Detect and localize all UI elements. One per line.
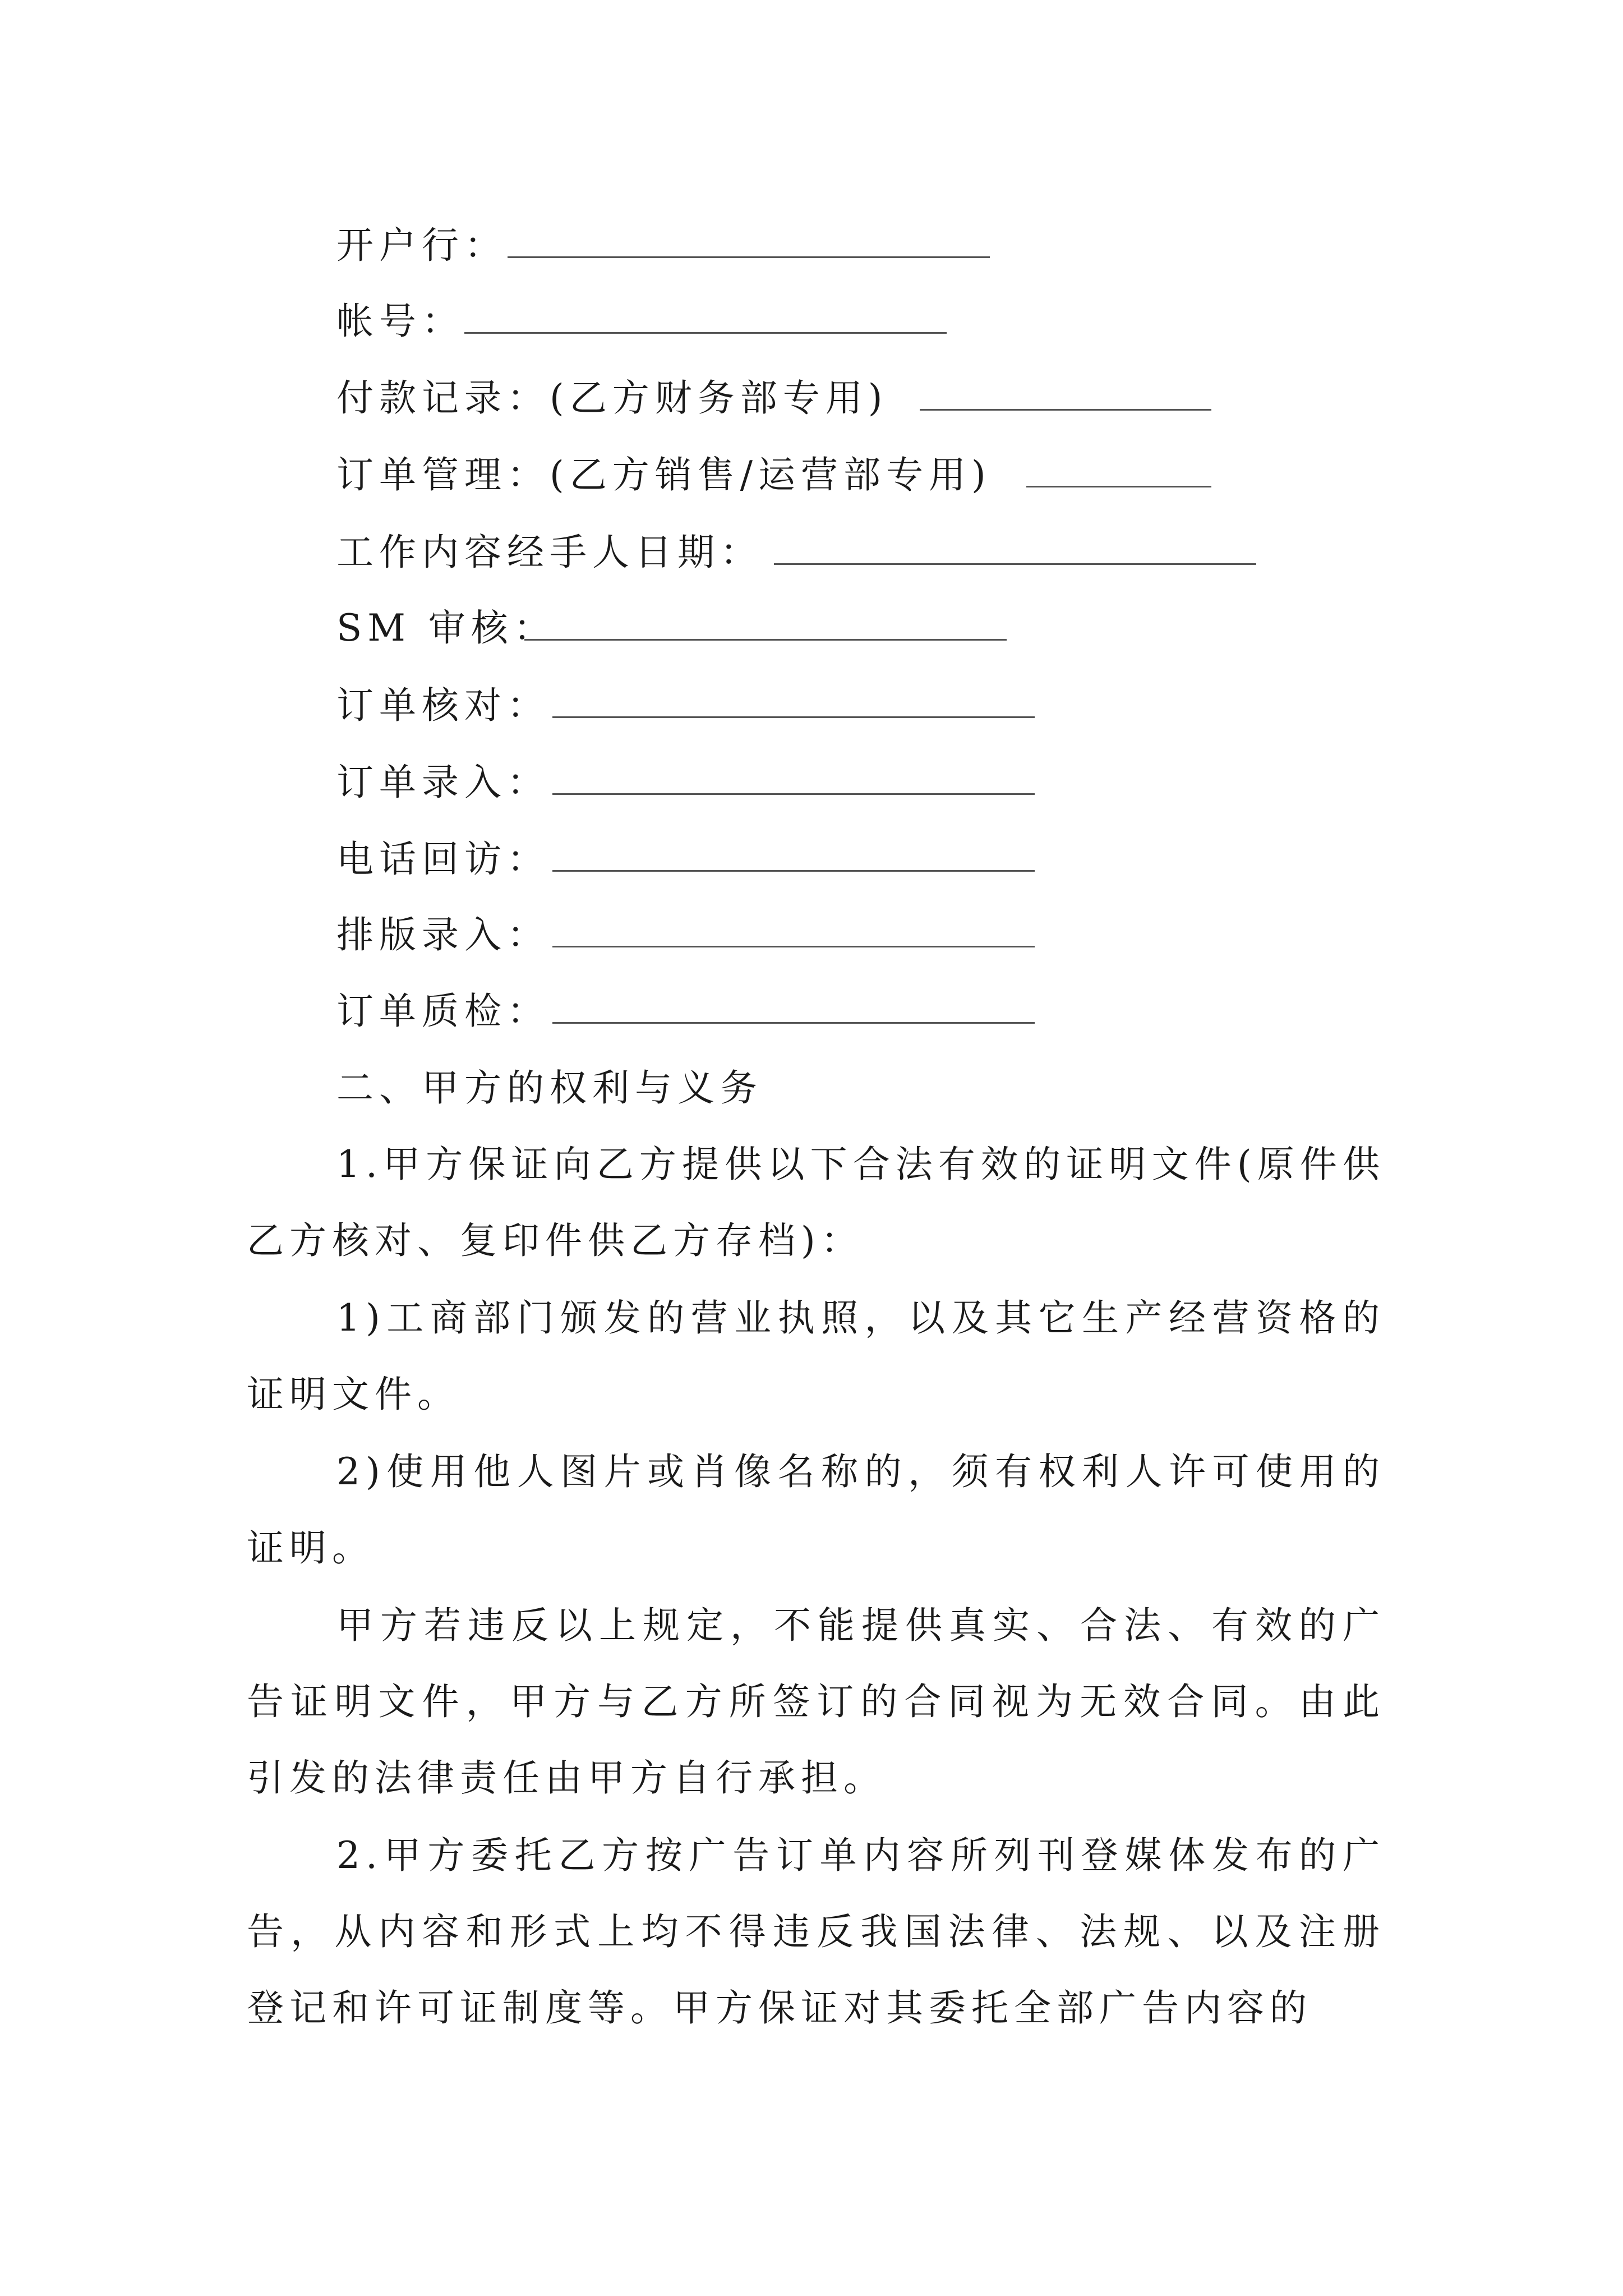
blank-line-account[interactable]: [464, 332, 947, 334]
field-order-check: [0, 680, 1623, 731]
blank-line-layout-entry[interactable]: [552, 946, 1035, 947]
field-label-order-qc: 订单质检：: [336, 990, 550, 1033]
paragraph-2: 1)工商部门颁发的营业执照，以及其它生产经营资格的证明文件。: [247, 1296, 1385, 1416]
blank-line-order-qc[interactable]: [552, 1022, 1035, 1024]
field-label-layout-entry: 排版录入：: [336, 913, 550, 956]
field-account: [0, 296, 1623, 347]
blank-line-order-management[interactable]: [1026, 486, 1211, 487]
section-heading: 二、甲方的权利与义务: [336, 1066, 763, 1110]
field-order-management: [0, 450, 1623, 500]
field-bank: [0, 220, 1623, 271]
field-phone-followup: [0, 834, 1623, 885]
field-order-entry: [0, 757, 1623, 808]
paragraph-4: 甲方若违反以上规定，不能提供真实、合法、有效的广告证明文件，甲方与乙方所签订的合同视为无效合同。由此引发的法律责任由甲方自行承担。: [247, 1604, 1385, 1800]
field-label-work-handler-date: 工作内容经手人日期：: [336, 531, 763, 574]
field-label-payment-record: 付款记录：(乙方财务部专用): [336, 376, 888, 420]
field-label-sm-review: SM 审核：: [336, 606, 556, 650]
field-label-order-management: 订单管理：(乙方销售/运营部专用): [336, 453, 992, 496]
field-label-phone-followup: 电话回访：: [336, 838, 550, 881]
field-label-order-entry: 订单录入：: [336, 761, 550, 804]
paragraph-5: 2.甲方委托乙方按广告订单内容所列刊登媒体发布的广告，从内容和形式上均不得违反我国法律、法规、以及注册登记和许可证制度等。甲方保证对其委托全部广告内容的: [247, 1834, 1385, 2030]
field-layout-entry: [0, 910, 1623, 960]
field-order-qc: [0, 986, 1623, 1037]
blank-line-sm-review[interactable]: [524, 639, 1007, 641]
blank-line-order-check[interactable]: [552, 716, 1035, 718]
blank-line-order-entry[interactable]: [552, 793, 1035, 795]
blank-line-bank[interactable]: [508, 256, 990, 258]
blank-line-phone-followup[interactable]: [552, 870, 1035, 872]
field-work-handler-date: [0, 527, 1623, 578]
blank-line-payment-record[interactable]: [920, 409, 1211, 411]
paragraph-1: 1.甲方保证向乙方提供以下合法有效的证明文件(原件供乙方核对、复印件供乙方存档)：: [247, 1143, 1385, 1262]
field-label-account: 帐号：: [336, 300, 464, 343]
field-label-order-check: 订单核对：: [336, 684, 550, 727]
field-payment-record: [0, 373, 1623, 424]
paragraph-3: 2)使用他人图片或肖像名称的，须有权利人许可使用的证明。: [247, 1450, 1385, 1570]
blank-line-work-handler-date[interactable]: [774, 563, 1256, 565]
field-label-bank: 开户行：: [336, 224, 507, 267]
field-sm-review: [0, 603, 1623, 654]
